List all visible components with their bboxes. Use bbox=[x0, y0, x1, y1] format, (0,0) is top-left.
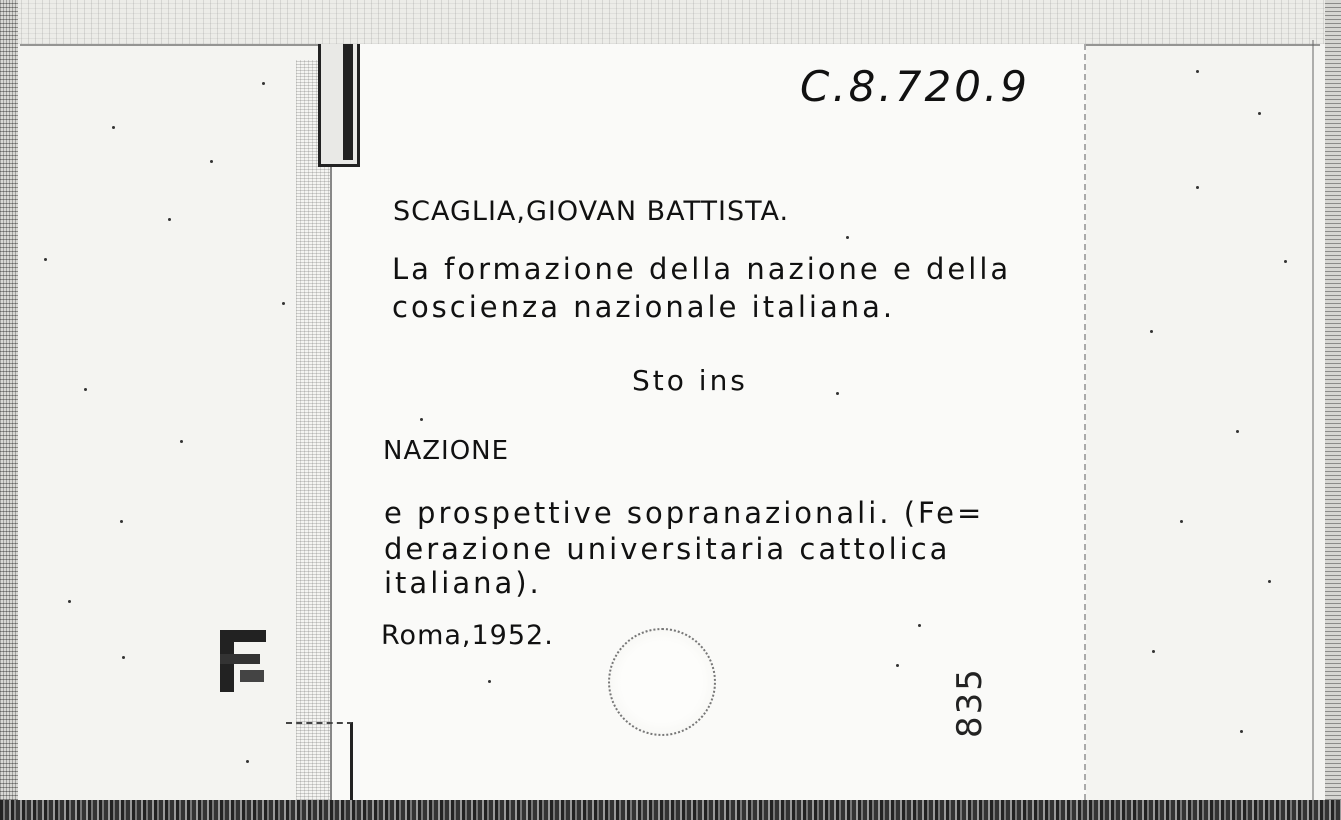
speck bbox=[1240, 730, 1243, 733]
card-tab-bar bbox=[343, 44, 353, 160]
scan-right-edge bbox=[1325, 0, 1341, 800]
speck bbox=[180, 440, 183, 443]
card-edge-shadow bbox=[296, 60, 330, 800]
subject-heading: NAZIONE bbox=[383, 436, 510, 466]
speck bbox=[1284, 260, 1287, 263]
note-line: Sto ins bbox=[632, 364, 748, 397]
title-line-2: coscienza nazionale italiana. bbox=[392, 290, 896, 324]
speck bbox=[896, 664, 899, 667]
speck bbox=[1150, 330, 1153, 333]
right-guide-line bbox=[1312, 40, 1314, 800]
scan-left-edge bbox=[0, 0, 18, 800]
speck bbox=[68, 600, 71, 603]
speck bbox=[918, 624, 921, 627]
body-line-1: e prospettive sopranazionali. (Fe= bbox=[384, 496, 985, 530]
punch-hole bbox=[608, 628, 716, 736]
body-line-3: italiana). bbox=[384, 566, 542, 600]
author-heading: SCAGLIA,GIOVAN BATTISTA. bbox=[393, 196, 790, 227]
speck bbox=[120, 520, 123, 523]
call-number: C.8.720.9 bbox=[800, 62, 1030, 111]
speck bbox=[1196, 70, 1199, 73]
speck bbox=[1258, 112, 1261, 115]
speck bbox=[488, 680, 491, 683]
speck bbox=[420, 418, 423, 421]
speck bbox=[1180, 520, 1183, 523]
speck bbox=[122, 656, 125, 659]
title-line-1: La formazione della nazione e della bbox=[392, 252, 1012, 286]
scan-top-border bbox=[0, 0, 1341, 44]
f-mark-icon bbox=[220, 630, 266, 692]
speck bbox=[1196, 186, 1199, 189]
speck bbox=[1268, 580, 1271, 583]
speck bbox=[262, 82, 265, 85]
speck bbox=[846, 236, 849, 239]
card-tab-bottom bbox=[286, 722, 353, 802]
card-tab-top bbox=[318, 44, 360, 167]
speck bbox=[168, 218, 171, 221]
speck bbox=[282, 302, 285, 305]
speck bbox=[1152, 650, 1155, 653]
imprint-line: Roma,1952. bbox=[381, 620, 554, 651]
speck bbox=[44, 258, 47, 261]
speck bbox=[836, 392, 839, 395]
speck bbox=[84, 388, 87, 391]
speck bbox=[1236, 430, 1239, 433]
speck bbox=[210, 160, 213, 163]
stamp-number: 835 bbox=[950, 667, 990, 738]
scan-bottom-border bbox=[0, 800, 1341, 820]
speck bbox=[112, 126, 115, 129]
speck bbox=[246, 760, 249, 763]
body-line-2: derazione universitaria cattolica bbox=[384, 532, 951, 566]
